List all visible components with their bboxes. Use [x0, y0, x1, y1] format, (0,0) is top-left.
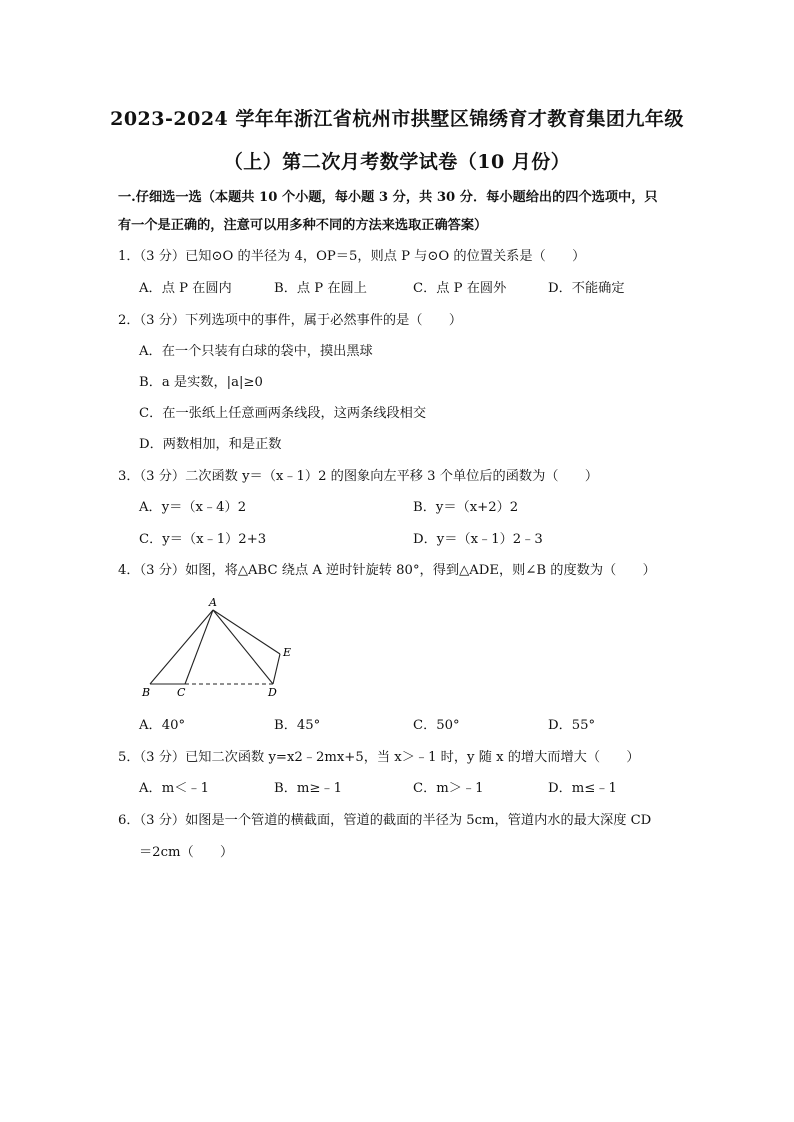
question-2-option-b: B．a 是实数，|a|≥0 [139, 375, 263, 390]
question-4-option-a: A．40° [139, 718, 186, 733]
figure-label-c: C [177, 686, 186, 699]
question-5-option-b: B．m≥﹣1 [274, 781, 343, 796]
question-6-stem-line1: 6．（3 分）如图是一个管道的横截面，管道的截面的半径为 5cm，管道内水的最大深度 CD [118, 813, 652, 828]
question-1-option-d: D．不能确定 [548, 281, 625, 296]
question-4-option-b: B．45° [274, 718, 321, 733]
figure-label-d: D [268, 686, 277, 699]
rotation-triangle-figure [138, 594, 308, 706]
figure-label-b: B [142, 686, 151, 699]
question-5-option-d: D．m≤﹣1 [548, 781, 617, 796]
question-3-option-a: A．y＝（x﹣4）2 [139, 500, 247, 515]
question-1-option-b: B．点 P 在圆上 [274, 281, 367, 296]
question-4-option-d: D．55° [548, 718, 596, 733]
question-3-stem: 3．（3 分）二次函数 y＝（x﹣1）2 的图象向左平移 3 个单位后的函数为（ ） [118, 469, 599, 484]
question-4-stem: 4．（3 分）如图，将△ABC 绕点 A 逆时针旋转 80°，得到△ADE，则∠B 的度数为（ ） [118, 563, 656, 578]
figure-label-a: A [209, 596, 217, 609]
question-4-option-c: C．50° [413, 718, 460, 733]
question-2-option-d: D．两数相加，和是正数 [139, 437, 282, 452]
question-1-stem: 1．（3 分）已知⊙O 的半径为 4，OP＝5，则点 P 与⊙O 的位置关系是（ ） [118, 249, 586, 264]
segment-de [273, 654, 280, 684]
segment-ae [213, 610, 280, 654]
question-6-stem-line2: ＝2cm（ ） [139, 845, 234, 860]
segment-ab [150, 610, 213, 684]
section-heading-line2: 有一个是正确的，注意可以用多种不同的方法来选取正确答案） [118, 218, 488, 233]
question-1-option-a: A．点 P 在圆内 [139, 281, 232, 296]
segment-ac [185, 610, 213, 684]
segment-ad [213, 610, 273, 684]
question-3-option-d: D．y＝（x﹣1）2﹣3 [413, 532, 543, 547]
question-3-option-b: B．y＝（x+2）2 [413, 500, 519, 515]
question-2-option-c: C．在一张纸上任意画两条线段，这两条线段相交 [139, 406, 427, 421]
question-2-option-a: A．在一个只装有白球的袋中，摸出黑球 [139, 344, 373, 359]
figure-label-e: E [283, 646, 292, 659]
exam-title-line1: 2023-2024 学年年浙江省杭州市拱墅区锦绣育才教育集团九年级 [110, 108, 684, 130]
exam-title-line2: （上）第二次月考数学试卷（10 月份） [223, 151, 571, 173]
section-heading-line1: 一.仔细选一选（本题共 10 个小题，每小题 3 分，共 30 分．每小题给出的四个选项中，只 [118, 190, 658, 205]
question-5-option-c: C．m＞﹣1 [413, 781, 484, 796]
question-5-option-a: A．m＜﹣1 [139, 781, 209, 796]
question-5-stem: 5．（3 分）已知二次函数 y=x2﹣2mx+5，当 x＞﹣1 时，y 随 x 的增大而增大（ ） [118, 750, 640, 765]
question-2-stem: 2．（3 分）下列选项中的事件，属于必然事件的是（ ） [118, 313, 463, 328]
question-3-option-c: C．y＝（x﹣1）2+3 [139, 532, 267, 547]
question-1-option-c: C．点 P 在圆外 [413, 281, 507, 296]
